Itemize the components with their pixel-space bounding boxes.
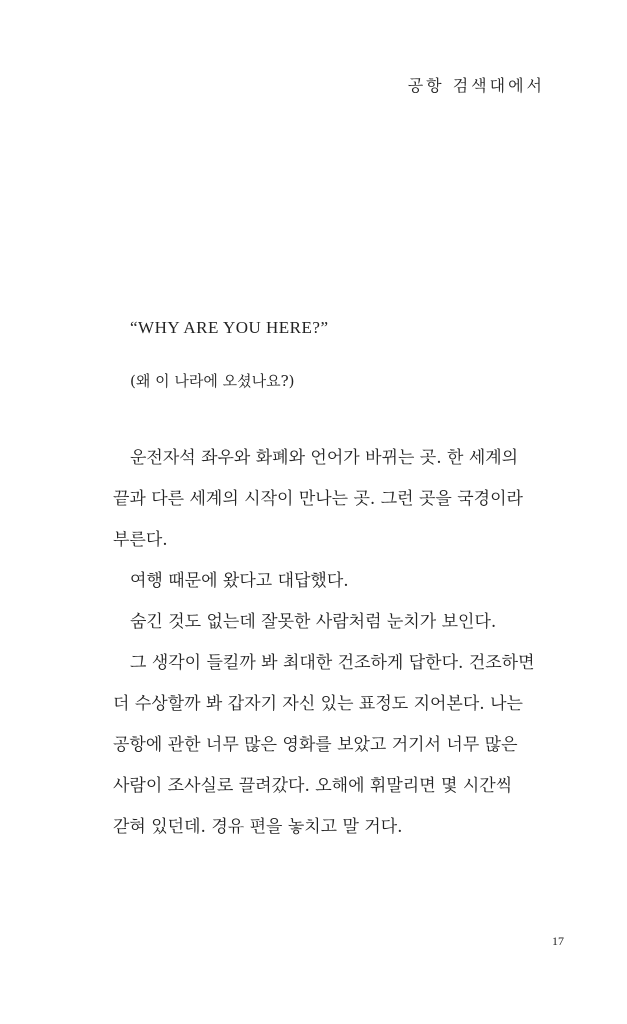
paragraph — [113, 602, 553, 643]
running-head: 공항 검색대에서 — [407, 76, 545, 95]
text-line: 부른다. — [113, 530, 168, 550]
paragraph — [113, 561, 553, 602]
body-text — [113, 438, 553, 848]
paragraph — [113, 643, 553, 848]
paragraph — [113, 438, 553, 561]
text-line: 운전자석 좌우와 화폐와 언어가 바뀌는 곳. 한 세계의 — [130, 448, 519, 468]
text-line: 공항에 관한 너무 많은 영화를 보았고 거기서 너무 많은 — [113, 735, 518, 755]
dialogue-english: “WHY ARE YOU HERE?” — [130, 318, 329, 337]
text-line: 숨긴 것도 없는데 잘못한 사람처럼 눈치가 보인다. — [130, 612, 497, 632]
text-line: 그 생각이 들킬까 봐 최대한 건조하게 답한다. 건조하면 — [130, 653, 535, 673]
dialogue-korean-translation: (왜 이 나라에 오셨나요?) — [130, 372, 295, 390]
text-line: 사람이 조사실로 끌려갔다. 오해에 휘말리면 몇 시간씩 — [113, 776, 513, 796]
page-number: 17 — [552, 934, 564, 948]
text-line: 갇혀 있던데. 경유 편을 놓치고 말 거다. — [113, 817, 403, 837]
text-line: 더 수상할까 봐 갑자기 자신 있는 표정도 지어본다. 나는 — [113, 694, 523, 714]
text-line: 끝과 다른 세계의 시작이 만나는 곳. 그런 곳을 국경이라 — [113, 489, 523, 509]
text-line: 여행 때문에 왔다고 대답했다. — [130, 571, 349, 591]
